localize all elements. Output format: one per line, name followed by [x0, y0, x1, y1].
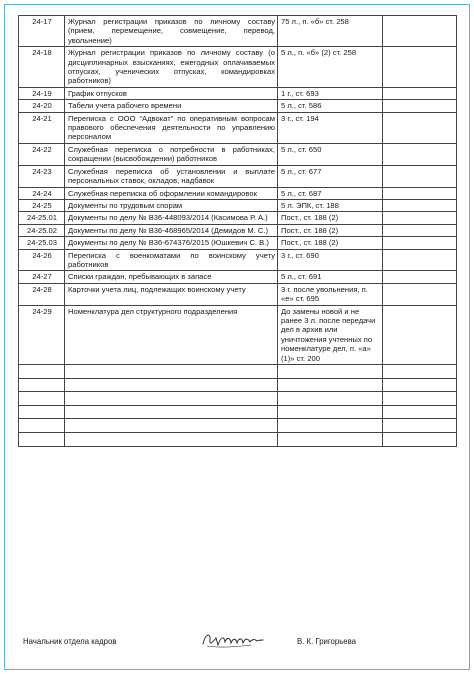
- note-cell: [383, 212, 457, 224]
- storage-term: 5 л., п. «б» (2) ст. 258: [278, 47, 383, 88]
- empty-row: [19, 365, 457, 379]
- note-cell: [383, 87, 457, 99]
- document-page: [4, 4, 470, 670]
- storage-term: 3 г., ст. 690: [278, 249, 383, 271]
- storage-term: 5 л., ст. 687: [278, 187, 383, 199]
- case-index: 24-25.02: [19, 224, 65, 236]
- table-row: [19, 305, 457, 364]
- note-cell: [383, 283, 457, 305]
- signature-block: [23, 634, 453, 656]
- case-title: Журнал регистрации приказов по личному составу (о дисциплинарных взысканиях, ежегодных оплачиваемых отпусках, ученических отпусках, командировках работников): [65, 47, 278, 88]
- note-cell: [383, 112, 457, 143]
- case-title: Номенклатура дел структурного подразделения: [65, 305, 278, 364]
- table-row: [19, 187, 457, 199]
- empty-row: [19, 432, 457, 446]
- empty-row: [19, 378, 457, 392]
- note-cell: [383, 271, 457, 283]
- case-index: 24-21: [19, 112, 65, 143]
- table-row: [19, 271, 457, 283]
- case-title: Переписка с военкоматами по воинскому учету работников: [65, 249, 278, 271]
- case-title: График отпусков: [65, 87, 278, 99]
- case-index: 24-25.01: [19, 212, 65, 224]
- table-row: [19, 143, 457, 165]
- note-cell: [383, 187, 457, 199]
- storage-term: 1 г., ст. 693: [278, 87, 383, 99]
- note-cell: [383, 47, 457, 88]
- case-index: 24-27: [19, 271, 65, 283]
- case-index: 24-26: [19, 249, 65, 271]
- note-cell: [383, 143, 457, 165]
- storage-term: 75 л., п. «б» ст. 258: [278, 16, 383, 47]
- case-index: 24-28: [19, 283, 65, 305]
- case-index: 24-25.03: [19, 237, 65, 249]
- storage-term: 5 л. ЭПК, ст. 188: [278, 199, 383, 211]
- case-title: Списки граждан, пребывающих в запасе: [65, 271, 278, 283]
- storage-term: 5 л., ст. 650: [278, 143, 383, 165]
- handwritten-signature: [199, 628, 267, 652]
- note-cell: [383, 100, 457, 112]
- case-title: Служебная переписка о потребности в работниках, сокращении (высвобождении) работников: [65, 143, 278, 165]
- signer-position: Начальник отдела кадров: [23, 637, 117, 646]
- empty-row: [19, 405, 457, 419]
- table-row: [19, 199, 457, 211]
- case-title: Служебная переписка об оформлении командировок: [65, 187, 278, 199]
- case-title: Документы по делу № В36-468965/2014 (Демидов М. С.): [65, 224, 278, 236]
- case-title: Документы по делу № В36-674376/2015 (Юшкевич С. В.): [65, 237, 278, 249]
- note-cell: [383, 305, 457, 364]
- case-index: 24-29: [19, 305, 65, 364]
- table-row: [19, 47, 457, 88]
- storage-term: Пост., ст. 188 (2): [278, 212, 383, 224]
- table-row: [19, 212, 457, 224]
- case-index: 24-19: [19, 87, 65, 99]
- case-index: 24-24: [19, 187, 65, 199]
- table-row: [19, 249, 457, 271]
- table-row: [19, 100, 457, 112]
- table-row: [19, 165, 457, 187]
- case-title: Переписка с ООО “Адвокат” по оперативным вопросам правового обеспечения деятельности по управлению персоналом: [65, 112, 278, 143]
- note-cell: [383, 16, 457, 47]
- note-cell: [383, 249, 457, 271]
- signer-name: В. К. Григорьева: [297, 637, 357, 646]
- empty-row: [19, 392, 457, 406]
- table-row: [19, 283, 457, 305]
- case-index: 24-23: [19, 165, 65, 187]
- storage-term: 5 л., ст. 677: [278, 165, 383, 187]
- case-title: Карточки учета лиц, подлежащих воинскому учету: [65, 283, 278, 305]
- case-index: 24-17: [19, 16, 65, 47]
- case-title: Документы по делу № В36-448093/2014 (Касимова Р. А.): [65, 212, 278, 224]
- note-cell: [383, 237, 457, 249]
- case-index: 24-20: [19, 100, 65, 112]
- storage-term: До замены новой и не ранее 3 л. после передачи дел в архив или уничтожения учтенных по номенклатуре дел, п. «а» (1)» ст. 200: [278, 305, 383, 364]
- empty-row: [19, 419, 457, 433]
- storage-term: 3 г., ст. 194: [278, 112, 383, 143]
- case-index: 24-18: [19, 47, 65, 88]
- storage-term: Пост., ст. 188 (2): [278, 237, 383, 249]
- storage-term: 3 г. после увольнения, п. «е» ст. 695: [278, 283, 383, 305]
- nomenclature-table: [18, 15, 457, 447]
- case-index: 24-22: [19, 143, 65, 165]
- note-cell: [383, 224, 457, 236]
- case-title: Служебная переписка об установлении и выплате персональных ставок, окладов, надбавок: [65, 165, 278, 187]
- case-title: Документы по трудовым спорам: [65, 199, 278, 211]
- table-body: [19, 16, 457, 447]
- case-title: Табели учета рабочего времени: [65, 100, 278, 112]
- case-title: Журнал регистрации приказов по личному составу (прием, перемещение, совмещение, перевод, увольнение): [65, 16, 278, 47]
- storage-term: 5 л., ст. 691: [278, 271, 383, 283]
- note-cell: [383, 165, 457, 187]
- case-index: 24-25: [19, 199, 65, 211]
- note-cell: [383, 199, 457, 211]
- table-row: [19, 224, 457, 236]
- table-row: [19, 87, 457, 99]
- storage-term: 5 л., ст. 586: [278, 100, 383, 112]
- table-row: [19, 112, 457, 143]
- table-row: [19, 16, 457, 47]
- table-row: [19, 237, 457, 249]
- storage-term: Пост., ст. 188 (2): [278, 224, 383, 236]
